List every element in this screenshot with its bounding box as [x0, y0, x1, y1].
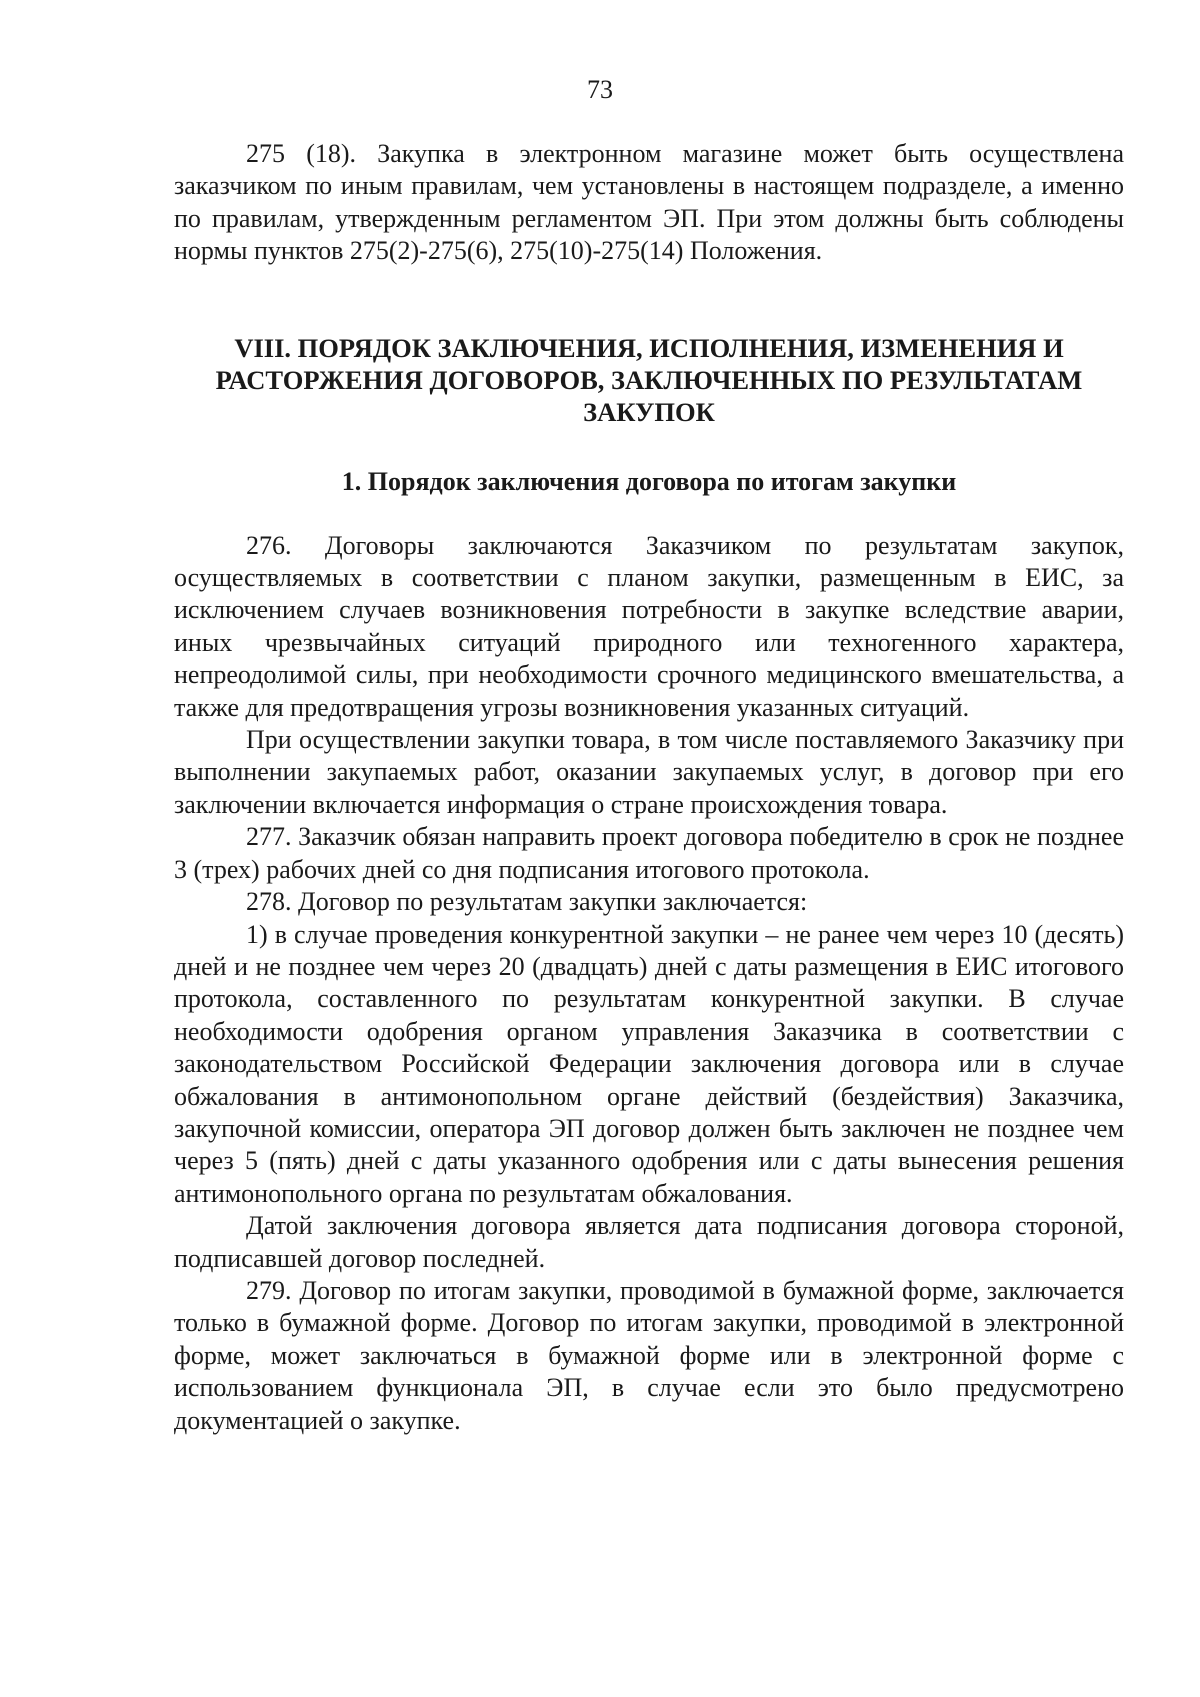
paragraph-276: 276. Договоры заключаются Заказчиком по результатам закупок, осуществляемых в соответствии с планом закупки, размещенным в ЕИС, за исключением случаев возникновения потребности в закупке вследствие аварии, иных чрезвычайных ситуаций природного или техногенного характера, непреодолимой силы, при необходимости срочного медицинского вмешательства, а также для предотвращения угрозы возникновения указанных ситуаций. [174, 530, 1124, 722]
paragraph-276-goods-origin: При осуществлении закупки товара, в том числе поставляемого Заказчику при выполнении закупаемых работ, оказании закупаемых услуг, в договор при его заключении включается информация о стране происхождения товара. [174, 725, 1124, 819]
subsection-heading-1: 1. Порядок заключения договора по итогам закупки [341, 466, 957, 496]
paragraph-278-conclusion-date: Датой заключения договора является дата подписания договора стороной, подписавшей договор последней. [174, 1211, 1124, 1273]
paragraph-277: 277. Заказчик обязан направить проект договора победителю в срок не позднее 3 (трех) рабочих дней со дня подписания итогового протокола. [174, 822, 1124, 884]
paragraph-278-item-1: 1) в случае проведения конкурентной закупки – не ранее чем через 10 (десять) дней и не позднее чем через 20 (двадцать) дней с даты размещения в ЕИС итогового протокола, составленного по результатам конкурентной закупки. В случае необходимости одобрения органом управления Заказчика в соответствии с законодательством Российской Федерации заключения договора или в случае обжалования в антимонопольном органе действий (бездействия) Заказчика, закупочной комиссии, оператора ЭП договор должен быть заключен не позднее чем через 5 (пять) дней с даты указанного одобрения или с даты вынесения решения антимонопольного органа по результатам обжалования. [174, 919, 1124, 1208]
paragraph-275-18: 275 (18). Закупка в электронном магазине может быть осуществлена заказчиком по иным правилам, чем установлены в настоящем подразделе, а именно по правилам, утвержденным регламентом ЭП. При этом должны быть соблюдены нормы пунктов 275(2)-275(6), 275(10)-275(14) Положения. [174, 139, 1124, 266]
page-content [174, 138, 1124, 1437]
paragraph-278: 278. Договор по результатам закупки заключается: [246, 887, 808, 917]
section-heading-viii [174, 332, 1124, 428]
paragraph-279: 279. Договор по итогам закупки, проводимой в бумажной форме, заключается только в бумажной форме. Договор по итогам закупки, проводимой в электронной форме, может заключаться в бумажной форме или в электронной форме с использованием функционала ЭП, в случае если это было предусмотрено документацией о закупке. [174, 1275, 1124, 1435]
page-number: 73 [587, 75, 613, 104]
section-heading-line-3: ЗАКУПОК [583, 396, 715, 427]
section-heading-line-2: РАСТОРЖЕНИЯ ДОГОВОРОВ, ЗАКЛЮЧЕННЫХ ПО РЕЗУЛЬТАТАМ [215, 364, 1083, 395]
section-heading-line-1: VIII. ПОРЯДОК ЗАКЛЮЧЕНИЯ, ИСПОЛНЕНИЯ, ИЗМЕНЕНИЯ И [234, 332, 1064, 363]
